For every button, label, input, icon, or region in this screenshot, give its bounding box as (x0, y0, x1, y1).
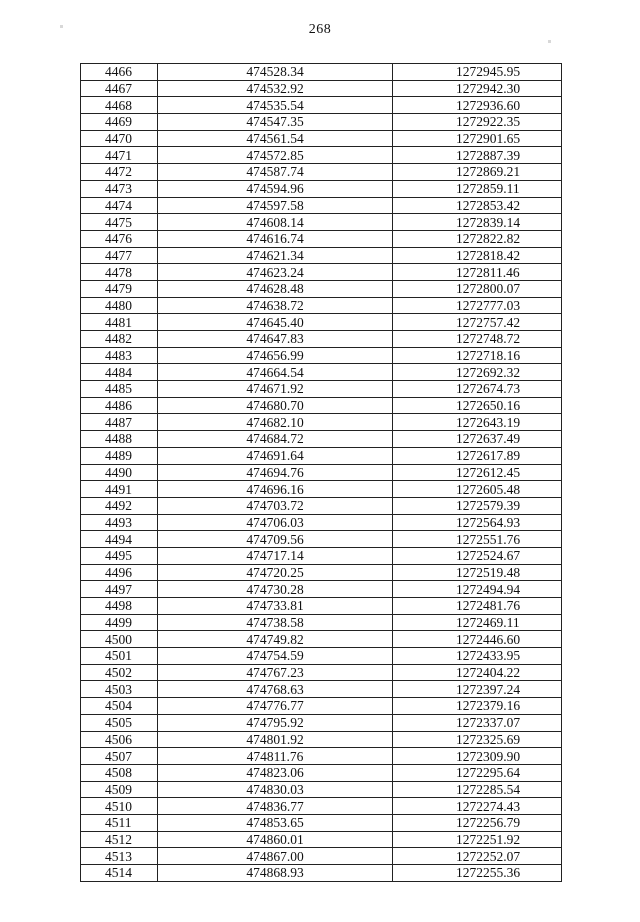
table-row (81, 431, 562, 448)
table-row (81, 297, 562, 314)
x-coordinate-cell: 474616.74 (158, 230, 393, 247)
y-coordinate-cell: 1272274.43 (393, 798, 562, 815)
y-coordinate-cell: 1272692.32 (393, 364, 562, 381)
point-number-cell: 4505 (81, 714, 158, 731)
coordinates-table (80, 63, 562, 882)
table-row (81, 97, 562, 114)
table-row (81, 531, 562, 548)
point-number-cell: 4475 (81, 214, 158, 231)
table-row (81, 264, 562, 281)
point-number-cell: 4471 (81, 147, 158, 164)
x-coordinate-cell: 474733.81 (158, 598, 393, 615)
scan-mark (60, 25, 63, 28)
point-number-cell: 4513 (81, 848, 158, 865)
point-number-cell: 4507 (81, 748, 158, 765)
table-body (81, 64, 562, 882)
x-coordinate-cell: 474594.96 (158, 180, 393, 197)
table-row (81, 364, 562, 381)
x-coordinate-cell: 474703.72 (158, 497, 393, 514)
point-number-cell: 4512 (81, 831, 158, 848)
x-coordinate-cell: 474638.72 (158, 297, 393, 314)
table-row (81, 381, 562, 398)
point-number-cell: 4483 (81, 347, 158, 364)
y-coordinate-cell: 1272256.79 (393, 814, 562, 831)
x-coordinate-cell: 474836.77 (158, 798, 393, 815)
table-row (81, 614, 562, 631)
x-coordinate-cell: 474682.10 (158, 414, 393, 431)
point-number-cell: 4506 (81, 731, 158, 748)
x-coordinate-cell: 474730.28 (158, 581, 393, 598)
y-coordinate-cell: 1272251.92 (393, 831, 562, 848)
y-coordinate-cell: 1272617.89 (393, 447, 562, 464)
x-coordinate-cell: 474532.92 (158, 80, 393, 97)
point-number-cell: 4482 (81, 331, 158, 348)
x-coordinate-cell: 474561.54 (158, 130, 393, 147)
x-coordinate-cell: 474621.34 (158, 247, 393, 264)
y-coordinate-cell: 1272869.21 (393, 164, 562, 181)
point-number-cell: 4508 (81, 764, 158, 781)
point-number-cell: 4486 (81, 397, 158, 414)
x-coordinate-cell: 474535.54 (158, 97, 393, 114)
table-row (81, 464, 562, 481)
x-coordinate-cell: 474684.72 (158, 431, 393, 448)
table-row (81, 347, 562, 364)
x-coordinate-cell: 474680.70 (158, 397, 393, 414)
table-row (81, 80, 562, 97)
y-coordinate-cell: 1272757.42 (393, 314, 562, 331)
y-coordinate-cell: 1272612.45 (393, 464, 562, 481)
y-coordinate-cell: 1272643.19 (393, 414, 562, 431)
table-row (81, 180, 562, 197)
y-coordinate-cell: 1272295.64 (393, 764, 562, 781)
table-row (81, 397, 562, 414)
x-coordinate-cell: 474608.14 (158, 214, 393, 231)
point-number-cell: 4489 (81, 447, 158, 464)
x-coordinate-cell: 474528.34 (158, 64, 393, 81)
table-row (81, 147, 562, 164)
x-coordinate-cell: 474706.03 (158, 514, 393, 531)
table-row (81, 781, 562, 798)
scan-mark (548, 40, 551, 43)
y-coordinate-cell: 1272469.11 (393, 614, 562, 631)
table-row (81, 547, 562, 564)
y-coordinate-cell: 1272674.73 (393, 381, 562, 398)
point-number-cell: 4481 (81, 314, 158, 331)
x-coordinate-cell: 474656.99 (158, 347, 393, 364)
point-number-cell: 4488 (81, 431, 158, 448)
point-number-cell: 4474 (81, 197, 158, 214)
y-coordinate-cell: 1272255.36 (393, 865, 562, 882)
x-coordinate-cell: 474776.77 (158, 698, 393, 715)
table-row (81, 681, 562, 698)
y-coordinate-cell: 1272524.67 (393, 547, 562, 564)
x-coordinate-cell: 474860.01 (158, 831, 393, 848)
table-row (81, 230, 562, 247)
y-coordinate-cell: 1272800.07 (393, 280, 562, 297)
x-coordinate-cell: 474645.40 (158, 314, 393, 331)
x-coordinate-cell: 474754.59 (158, 648, 393, 665)
y-coordinate-cell: 1272494.94 (393, 581, 562, 598)
table-row (81, 214, 562, 231)
page-number: 268 (308, 22, 332, 37)
y-coordinate-cell: 1272379.16 (393, 698, 562, 715)
x-coordinate-cell: 474811.76 (158, 748, 393, 765)
x-coordinate-cell: 474867.00 (158, 848, 393, 865)
y-coordinate-cell: 1272818.42 (393, 247, 562, 264)
table-row (81, 664, 562, 681)
point-number-cell: 4479 (81, 280, 158, 297)
point-number-cell: 4499 (81, 614, 158, 631)
x-coordinate-cell: 474696.16 (158, 481, 393, 498)
table-row (81, 714, 562, 731)
x-coordinate-cell: 474823.06 (158, 764, 393, 781)
x-coordinate-cell: 474830.03 (158, 781, 393, 798)
table-row (81, 447, 562, 464)
point-number-cell: 4504 (81, 698, 158, 715)
table-row (81, 481, 562, 498)
x-coordinate-cell: 474628.48 (158, 280, 393, 297)
y-coordinate-cell: 1272822.82 (393, 230, 562, 247)
x-coordinate-cell: 474768.63 (158, 681, 393, 698)
x-coordinate-cell: 474691.64 (158, 447, 393, 464)
point-number-cell: 4509 (81, 781, 158, 798)
point-number-cell: 4501 (81, 648, 158, 665)
point-number-cell: 4478 (81, 264, 158, 281)
table-row (81, 247, 562, 264)
table-row (81, 280, 562, 297)
table-row (81, 514, 562, 531)
y-coordinate-cell: 1272551.76 (393, 531, 562, 548)
y-coordinate-cell: 1272718.16 (393, 347, 562, 364)
table-row (81, 698, 562, 715)
table-row (81, 114, 562, 131)
table-row (81, 497, 562, 514)
y-coordinate-cell: 1272839.14 (393, 214, 562, 231)
table-row (81, 414, 562, 431)
x-coordinate-cell: 474767.23 (158, 664, 393, 681)
point-number-cell: 4469 (81, 114, 158, 131)
x-coordinate-cell: 474572.85 (158, 147, 393, 164)
point-number-cell: 4473 (81, 180, 158, 197)
table-row (81, 331, 562, 348)
table-row (81, 814, 562, 831)
table-row (81, 164, 562, 181)
table-row (81, 631, 562, 648)
table-row (81, 648, 562, 665)
x-coordinate-cell: 474853.65 (158, 814, 393, 831)
point-number-cell: 4491 (81, 481, 158, 498)
x-coordinate-cell: 474547.35 (158, 114, 393, 131)
y-coordinate-cell: 1272901.65 (393, 130, 562, 147)
y-coordinate-cell: 1272637.49 (393, 431, 562, 448)
y-coordinate-cell: 1272777.03 (393, 297, 562, 314)
table-row (81, 731, 562, 748)
point-number-cell: 4503 (81, 681, 158, 698)
point-number-cell: 4498 (81, 598, 158, 615)
x-coordinate-cell: 474738.58 (158, 614, 393, 631)
y-coordinate-cell: 1272936.60 (393, 97, 562, 114)
point-number-cell: 4500 (81, 631, 158, 648)
table-row (81, 564, 562, 581)
table-row (81, 865, 562, 882)
point-number-cell: 4468 (81, 97, 158, 114)
point-number-cell: 4490 (81, 464, 158, 481)
table-row (81, 764, 562, 781)
table-row (81, 130, 562, 147)
y-coordinate-cell: 1272859.11 (393, 180, 562, 197)
point-number-cell: 4514 (81, 865, 158, 882)
x-coordinate-cell: 474597.58 (158, 197, 393, 214)
y-coordinate-cell: 1272579.39 (393, 497, 562, 514)
point-number-cell: 4487 (81, 414, 158, 431)
point-number-cell: 4480 (81, 297, 158, 314)
y-coordinate-cell: 1272564.93 (393, 514, 562, 531)
point-number-cell: 4472 (81, 164, 158, 181)
point-number-cell: 4484 (81, 364, 158, 381)
x-coordinate-cell: 474623.24 (158, 264, 393, 281)
y-coordinate-cell: 1272309.90 (393, 748, 562, 765)
point-number-cell: 4485 (81, 381, 158, 398)
y-coordinate-cell: 1272446.60 (393, 631, 562, 648)
x-coordinate-cell: 474801.92 (158, 731, 393, 748)
table-row (81, 314, 562, 331)
y-coordinate-cell: 1272853.42 (393, 197, 562, 214)
point-number-cell: 4511 (81, 814, 158, 831)
table-row (81, 64, 562, 81)
point-number-cell: 4496 (81, 564, 158, 581)
table-row (81, 581, 562, 598)
y-coordinate-cell: 1272252.07 (393, 848, 562, 865)
point-number-cell: 4466 (81, 64, 158, 81)
y-coordinate-cell: 1272397.24 (393, 681, 562, 698)
y-coordinate-cell: 1272945.95 (393, 64, 562, 81)
table-row (81, 848, 562, 865)
point-number-cell: 4494 (81, 531, 158, 548)
table-row (81, 798, 562, 815)
x-coordinate-cell: 474795.92 (158, 714, 393, 731)
point-number-cell: 4477 (81, 247, 158, 264)
point-number-cell: 4502 (81, 664, 158, 681)
y-coordinate-cell: 1272650.16 (393, 397, 562, 414)
point-number-cell: 4467 (81, 80, 158, 97)
x-coordinate-cell: 474671.92 (158, 381, 393, 398)
table-row (81, 598, 562, 615)
y-coordinate-cell: 1272887.39 (393, 147, 562, 164)
y-coordinate-cell: 1272325.69 (393, 731, 562, 748)
point-number-cell: 4510 (81, 798, 158, 815)
point-number-cell: 4493 (81, 514, 158, 531)
y-coordinate-cell: 1272519.48 (393, 564, 562, 581)
x-coordinate-cell: 474587.74 (158, 164, 393, 181)
point-number-cell: 4497 (81, 581, 158, 598)
point-number-cell: 4492 (81, 497, 158, 514)
y-coordinate-cell: 1272922.35 (393, 114, 562, 131)
table-row (81, 831, 562, 848)
y-coordinate-cell: 1272433.95 (393, 648, 562, 665)
point-number-cell: 4470 (81, 130, 158, 147)
y-coordinate-cell: 1272942.30 (393, 80, 562, 97)
x-coordinate-cell: 474709.56 (158, 531, 393, 548)
x-coordinate-cell: 474749.82 (158, 631, 393, 648)
x-coordinate-cell: 474717.14 (158, 547, 393, 564)
x-coordinate-cell: 474664.54 (158, 364, 393, 381)
table-row (81, 748, 562, 765)
point-number-cell: 4476 (81, 230, 158, 247)
y-coordinate-cell: 1272605.48 (393, 481, 562, 498)
y-coordinate-cell: 1272811.46 (393, 264, 562, 281)
x-coordinate-cell: 474647.83 (158, 331, 393, 348)
table-row (81, 197, 562, 214)
point-number-cell: 4495 (81, 547, 158, 564)
y-coordinate-cell: 1272481.76 (393, 598, 562, 615)
x-coordinate-cell: 474720.25 (158, 564, 393, 581)
y-coordinate-cell: 1272404.22 (393, 664, 562, 681)
y-coordinate-cell: 1272285.54 (393, 781, 562, 798)
y-coordinate-cell: 1272337.07 (393, 714, 562, 731)
x-coordinate-cell: 474868.93 (158, 865, 393, 882)
y-coordinate-cell: 1272748.72 (393, 331, 562, 348)
x-coordinate-cell: 474694.76 (158, 464, 393, 481)
